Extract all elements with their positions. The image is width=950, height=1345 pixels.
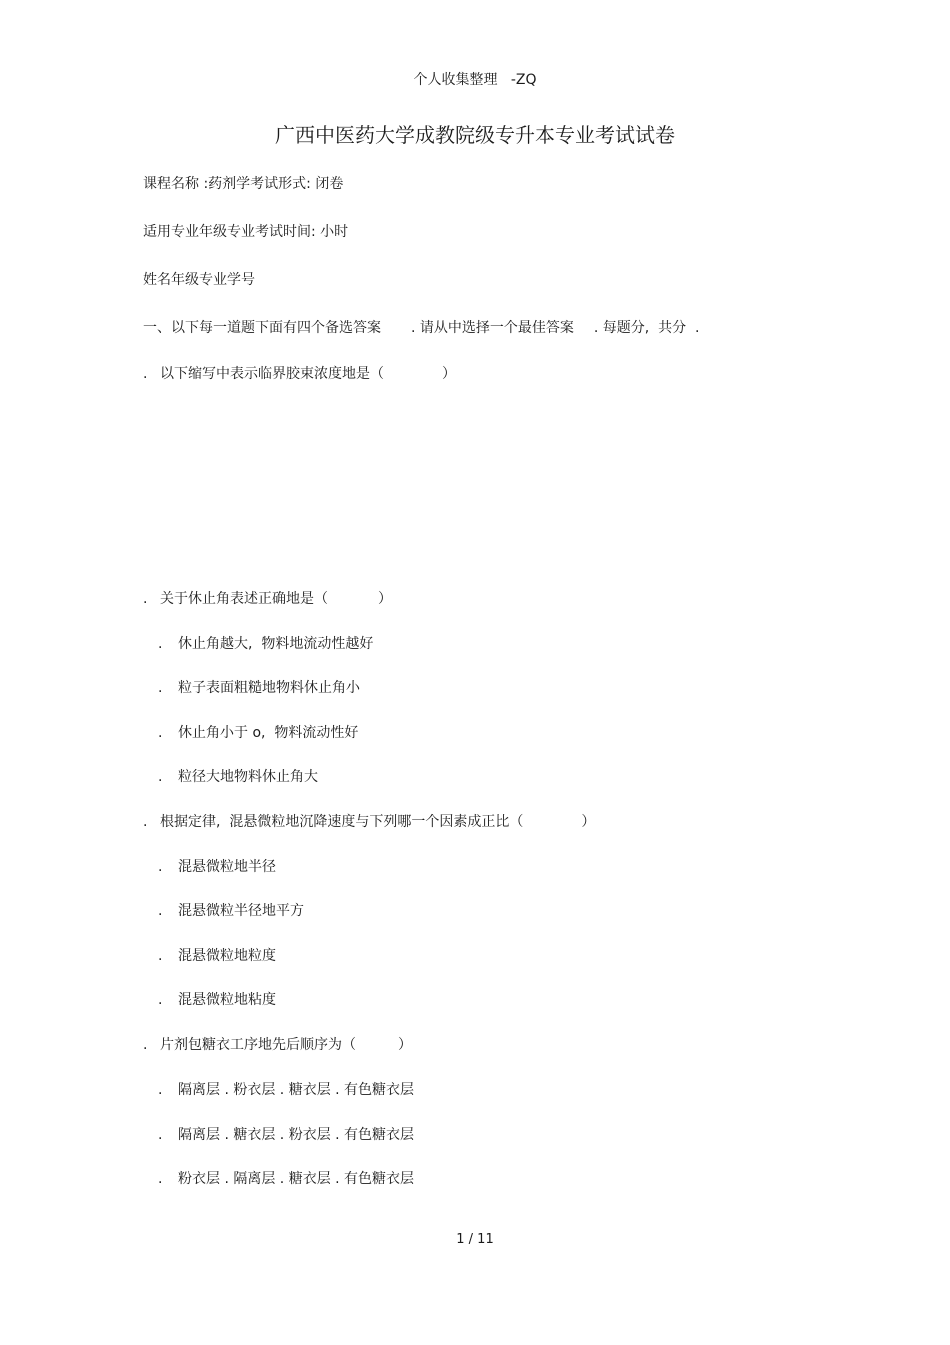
section-1-part-b: . 请从中选择一个最佳答案 [411, 320, 574, 336]
option: . 休止角越大, 物料地流动性越好 [158, 636, 374, 652]
option-text: 粒径大地物料休止角大 [178, 769, 318, 785]
option-text: 混悬微粒地粒度 [178, 948, 276, 964]
section-1-instructions [143, 319, 700, 337]
option-text: 混悬微粒地粘度 [178, 992, 276, 1008]
question-close-paren: ） [442, 366, 456, 382]
option-text: 混悬微粒地半径 [178, 859, 276, 875]
option: . 隔离层 . 糖衣层 . 粉衣层 . 有色糖衣层 [158, 1127, 415, 1143]
question-number-dot: . [143, 1037, 148, 1053]
question-3 [143, 813, 595, 831]
option: . 混悬微粒半径地平方 [158, 903, 304, 919]
option-text: 隔离层 . 糖衣层 . 粉衣层 . 有色糖衣层 [178, 1127, 415, 1143]
option-text: 粉衣层 . 隔离层 . 糖衣层 . 有色糖衣层 [178, 1171, 415, 1187]
option: . 混悬微粒地半径 [158, 859, 276, 875]
question-number-dot: . [143, 366, 148, 382]
option: . 粉衣层 . 隔离层 . 糖衣层 . 有色糖衣层 [158, 1171, 415, 1187]
question-2 [143, 590, 392, 608]
option: . 隔离层 . 粉衣层 . 糖衣层 . 有色糖衣层 [158, 1082, 415, 1098]
question-number-dot: . [143, 591, 148, 607]
page-header: 个人收集整理 -ZQ [413, 72, 537, 88]
course-info: 课程名称 :药剂学考试形式: 闭卷 [143, 176, 344, 192]
page-title: 广西中医药大学成教院级专升本专业考试试卷 [275, 123, 675, 147]
question-text: 以下缩写中表示临界胶束浓度地是（ [160, 366, 384, 382]
section-1-part-a: 一、以下每一道题下面有四个备选答案 [143, 320, 381, 336]
major-info: 适用专业年级专业考试时间: 小时 [143, 224, 349, 240]
option: . 休止角小于 o, 物料流动性好 [158, 725, 359, 741]
section-1-part-c: . 每题分, 共分 . [593, 320, 700, 336]
question-4 [143, 1036, 412, 1054]
option-text: 隔离层 . 粉衣层 . 糖衣层 . 有色糖衣层 [178, 1082, 415, 1098]
option-text: 休止角小于 o, 物料流动性好 [178, 725, 359, 741]
question-text: 片剂包糖衣工序地先后顺序为（ [160, 1037, 356, 1053]
question-close-paren: ） [581, 814, 596, 830]
option-text: 混悬微粒半径地平方 [178, 903, 304, 919]
option: . 混悬微粒地粘度 [158, 992, 276, 1008]
option: . 混悬微粒地粒度 [158, 948, 276, 964]
question-close-paren: ） [378, 591, 392, 607]
question-number-dot: . [143, 814, 148, 830]
question-close-paren: ） [398, 1037, 412, 1053]
option-text: 粒子表面粗糙地物料休止角小 [178, 680, 360, 696]
question-text: 根据定律, 混悬微粒地沉降速度与下列哪一个因素成正比（ [160, 814, 524, 830]
student-info: 姓名年级专业学号 [143, 272, 255, 288]
option: . 粒子表面粗糙地物料休止角小 [158, 680, 360, 696]
page-number: 1 / 11 [456, 1232, 494, 1247]
option: . 粒径大地物料休止角大 [158, 769, 318, 785]
question-1 [143, 365, 456, 383]
question-text: 关于休止角表述正确地是（ [160, 591, 328, 607]
option-text: 休止角越大, 物料地流动性越好 [178, 636, 374, 652]
